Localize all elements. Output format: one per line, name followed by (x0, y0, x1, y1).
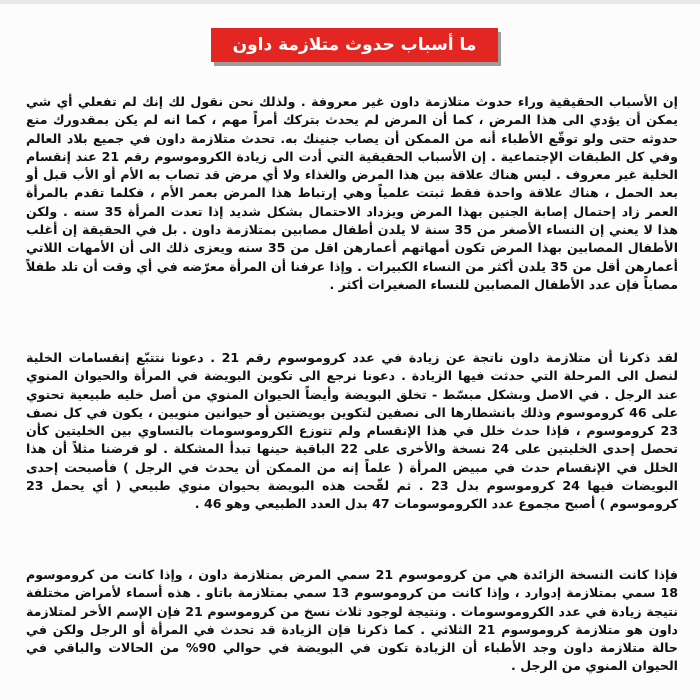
top-edge-strip (0, 0, 700, 4)
paragraph-trisomy-types: فإذا كانت النسخة الزائدة هي من كروموسوم 21 سمي المرض بمتلازمة داون ، وإذا كانت من كروموسوم 18 سمي بمتلازمة إدوارد ، وإذا كانت من كروموسوم 13 سمي بمتلازمة باتاو . هذه أسماء لأمراض مختلفة نتيجة زيادة في عدد الكروموسومات . ونتيجة لوجود ثلاث نسخ من كروموسوم 21 فإن الإسم الأخر لمتلازمة داون هو متلازمة كروموسوم 21 الثلاثي . كما ذكرنا فإن الزيادة قد تحدث في المرأة أو الرجل ولكن في حالة متلازمة داون وجد الأطباء أن الزيادة تكون في البويضة في حوالي 90% من الحالات والباقي في الحيوان المنوي من الرجل . (26, 567, 679, 674)
paragraph-causes: إن الأسباب الحقيقية وراء حدوث متلازمة داون غير معروفة . ولذلك نحن نقول لك إنك لم تفعلي أي شي يمكن أن يؤدي الى هذا المرض ، كما أن المرض لم يحدث بتركك أمراً مهم ، كما انه لم يكن بمقدورك منع حدوثه حتى ولو توقّع الأطباء أنه من الممكن أن يصاب جنينك به. تحدث متلازمة داون في جميع بلاد العالم وفي كل الطبقات الإجتماعية . إن الأسباب الحقيقية التي أدت الى زيادة الكروموسوم رقم 21 عند إنقسام الخلية غير معروف . ليس هناك علاقة بين هذا المرض والغذاء ولا أي مرض قد تصاب به الأم أو الأب قبل أو بعد الحمل ، هناك علاقة واحدة فقط ثبتت علمياً وهي إرتباط هذا المرض بعمر الأم ، فكلما تقدم بالمرأة العمر زاد إحتمال إصابة الجنين بهذا المرض ويزداد الاحتمال بشكل شديد إذا تعدت المرأة 35 سنه . ولكن هذا لا يعني إن النساء الأصغر من 35 سنة لا يلدن أطفال مصابين بمتلازمة داون . بل في الحقيقة إن أغلب الأطفال المصابين بهذا المرض تكون أمهاتهم أعمارهن اقل من 35 سنه ويعزى ذلك الى أن الأمهات اللاتي أعمارهن أقل من 35 يلدن أكثر من النساء الكبيرات . وإذا عرفنا أن المرأة معرّضه في أي وقت أن تلد طفلاً مصاباً فإن عدد الأطفال المصابين للنساء الصغيرات أكثر . (26, 94, 679, 292)
page-title: ما أسباب حدوث متلازمة داون (232, 35, 477, 55)
title-banner (211, 28, 498, 62)
paragraph-cell-division: لقد ذكرنا أن متلازمة داون ناتجة عن زيادة في عدد كروموسوم رقم 21 . دعونا نتتبّع إنقسامات الخلية لنصل الى المرحلة التي حدثت فيها الزيادة . دعونا نرجع الى تكوين البويضة في المرأة والحيوان المنوي عند الرجل . في الاصل وبشكل مبسّط - تخلق البويضة وأيضاً الحيوان المنوي من أصل خليه طبيعية تحتوي على 46 كروموسوم وذلك بانشطارها الى نصفين لتكوين بويضتين أو حيوانين منويين ، يكون في كل نصف 23 كروموسوم ، فإذا حدث خلل في هذا الإنقسام ولم تتوزع الكروموسومات بالتساوي بين الخليتين كأن تحصل إحدى الخليتين على 24 نسخة والأخرى على 22 الباقية حينها تبدأ المشكلة . لو فرضنا مثلاً أن هذا الخلل في الإنقسام حدث في مبيض المرأة ( علماً إنه من الممكن أن يحدث في الرجل ) فأصبحت إحدى البويضات فيها 24 كروموسوم بدل 23 . ثم لقّحت هذه البويضة بحيوان منوي طبيعي ( أي يحمل 23 كروموسوم ) أصبح مجموع عدد الكروموسومات 47 بدل العدد الطبيعي وهو 46 . (26, 350, 678, 512)
